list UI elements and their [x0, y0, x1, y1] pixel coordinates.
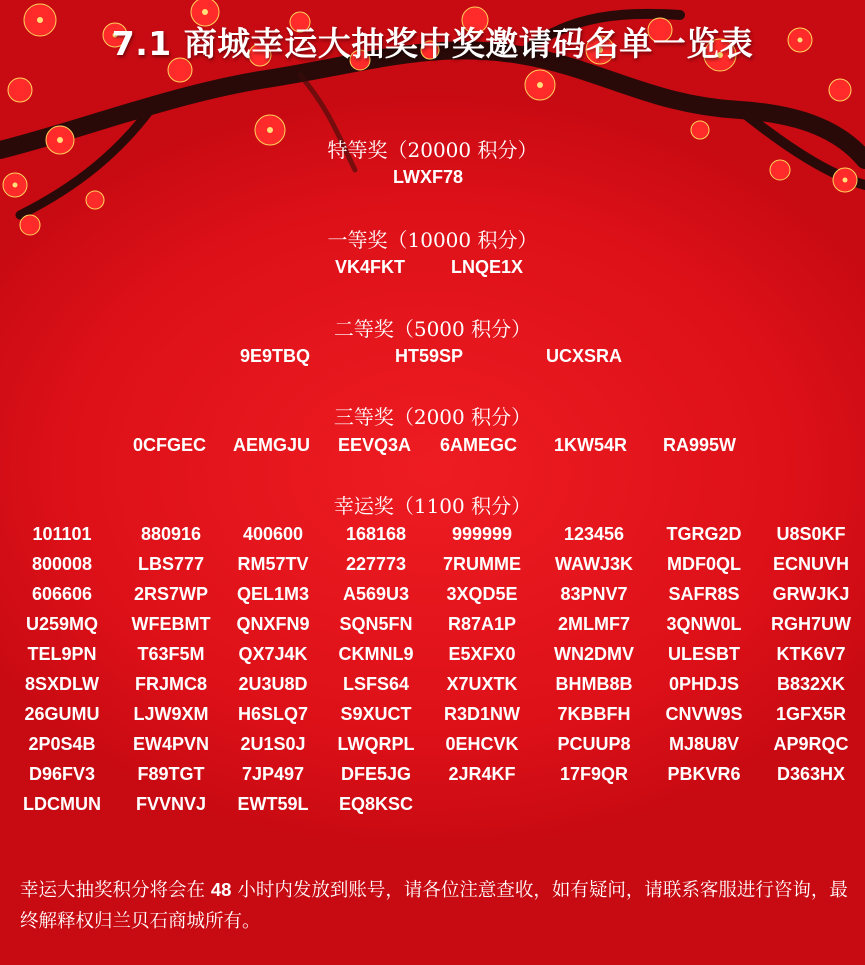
- lucky-prize-code: R3D1NW: [443, 704, 521, 724]
- lucky-prize-code: 227773: [345, 554, 407, 574]
- lucky-prize-code: 7KBBFH: [557, 704, 631, 724]
- lucky-prize-code: FVVNVJ: [135, 794, 207, 814]
- lucky-prize-code: D96FV3: [28, 764, 96, 784]
- notice-text: [20, 874, 855, 937]
- lucky-prize-code: 0EHCVK: [445, 734, 519, 754]
- lucky-prize-code: 2JR4KF: [448, 764, 516, 784]
- lucky-prize-code: E5XFX0: [448, 644, 516, 664]
- third-prize-code: 6AMEGC: [440, 435, 518, 455]
- lucky-prize-code: 999999: [451, 524, 513, 544]
- lucky-prize-code: WFEBMT: [131, 614, 211, 634]
- lucky-prize-code: PCUUP8: [557, 734, 631, 754]
- lucky-prize-code: H6SLQ7: [237, 704, 309, 724]
- lucky-prize-code: QNXFN9: [236, 614, 310, 634]
- lucky-prize-code: A569U3: [342, 584, 410, 604]
- lucky-prize-code: RGH7UW: [771, 614, 851, 634]
- lucky-prize-code: 880916: [140, 524, 202, 544]
- lucky-prize-code: 8SXDLW: [24, 674, 100, 694]
- lucky-prize-code: 101101: [32, 524, 92, 544]
- third-prize-code: AEMGJU: [233, 435, 311, 455]
- lucky-prize-code: WN2DMV: [554, 644, 634, 664]
- lucky-prize-code: LWQRPL: [337, 734, 415, 754]
- third-prize-code: RA995W: [663, 435, 737, 455]
- first-prize-code: LNQE1X: [451, 257, 524, 277]
- second-prize-heading: 二等奖（5000 积分）: [333, 317, 532, 341]
- lucky-prize-code: 3XQD5E: [446, 584, 518, 604]
- grand-prize-code: LWXF78: [393, 167, 464, 187]
- lucky-prize-code: B832XK: [776, 674, 846, 694]
- lucky-prize-code: 800008: [31, 554, 93, 574]
- lucky-prize-code: X7UXTK: [446, 674, 518, 694]
- lucky-prize-code: U259MQ: [25, 614, 99, 634]
- notice-part1: 幸运大抽奖积分将会在: [20, 880, 211, 901]
- lucky-prize-code: EWT59L: [237, 794, 309, 814]
- lucky-prize-code: EW4PVN: [132, 734, 210, 754]
- second-prize-code: HT59SP: [395, 346, 464, 366]
- lucky-prize-code: AP9RQC: [773, 734, 849, 754]
- lucky-prize-code: TGRG2D: [666, 524, 742, 544]
- page-title: 7.1 商城幸运大抽奖中奖邀请码名单一览表: [111, 24, 754, 63]
- lucky-prize-heading: 幸运奖（1100 积分）: [333, 494, 532, 518]
- lucky-prize-code: 7JP497: [241, 764, 305, 784]
- lucky-prize-code: TEL9PN: [27, 644, 97, 664]
- lucky-prize-code: 606606: [31, 584, 93, 604]
- second-prize-code: UCXSRA: [546, 346, 623, 366]
- lucky-prize-code: KTK6V7: [776, 644, 846, 664]
- lucky-prize-code: 123456: [563, 524, 625, 544]
- lucky-prize-code: 7RUMME: [442, 554, 522, 574]
- lucky-prize-code: LDCMUN: [23, 794, 101, 814]
- third-prize-code: 0CFGEC: [133, 435, 207, 455]
- notice-hours: 48: [210, 879, 232, 900]
- third-prize-code: 1KW54R: [554, 435, 628, 455]
- lucky-prize-code: 400600: [242, 524, 304, 544]
- lucky-prize-code: DFE5JG: [340, 764, 412, 784]
- lucky-prize-code: 1GFX5R: [775, 704, 847, 724]
- lucky-prize-code: T63F5M: [137, 644, 205, 664]
- lucky-prize-code: CKMNL9: [338, 644, 414, 664]
- lucky-prize-code: LJW9XM: [133, 704, 209, 724]
- lucky-prize-code: S9XUCT: [340, 704, 412, 724]
- lucky-prize-code: 2MLMF7: [558, 614, 630, 634]
- lucky-prize-code: 17F9QR: [559, 764, 629, 784]
- lucky-prize-code: 2RS7WP: [133, 584, 209, 604]
- lucky-prize-code: F89TGT: [137, 764, 205, 784]
- lucky-prize-code: 2U1S0J: [240, 734, 306, 754]
- lucky-prize-code: FRJMC8: [134, 674, 208, 694]
- lucky-prize-code: 26GUMU: [24, 704, 100, 724]
- lucky-prize-code: D363HX: [776, 764, 846, 784]
- lucky-prize-code: QX7J4K: [238, 644, 308, 664]
- lucky-prize-code: 2U3U8D: [238, 674, 308, 694]
- lucky-prize-code: 2P0S4B: [28, 734, 96, 754]
- grand-prize-heading: 特等奖（20000 积分）: [327, 138, 538, 162]
- first-prize-code: VK4FKT: [335, 257, 406, 277]
- first-prize-heading: 一等奖（10000 积分）: [327, 228, 538, 252]
- lucky-prize-code: 3QNW0L: [666, 614, 742, 634]
- lucky-prize-code: ULESBT: [668, 644, 740, 664]
- lucky-prize-code: U8S0KF: [776, 524, 846, 544]
- second-prize-code: 9E9TBQ: [240, 346, 311, 366]
- lucky-prize-code: LSFS64: [342, 674, 410, 694]
- lucky-prize-code: MJ8U8V: [668, 734, 740, 754]
- notice-part2: 小时内发放到账号，请各位注意查收，如有疑问，请联系客服进行咨询，最终解释权归兰贝石商城所有。: [20, 880, 848, 932]
- third-prize-code: EEVQ3A: [338, 435, 412, 455]
- lucky-prize-code: R87A1P: [447, 614, 517, 634]
- lucky-prize-code: 83PNV7: [560, 584, 628, 604]
- third-prize-heading: 三等奖（2000 积分）: [333, 405, 532, 429]
- lucky-prize-code: PBKVR6: [667, 764, 741, 784]
- lucky-prize-code: RM57TV: [237, 554, 309, 574]
- lucky-prize-code: 168168: [345, 524, 407, 544]
- lucky-prize-code: GRWJKJ: [772, 584, 850, 604]
- lucky-prize-code: MDF0QL: [667, 554, 741, 574]
- lucky-prize-code: WAWJ3K: [554, 554, 634, 574]
- lucky-prize-code: QEL1M3: [236, 584, 310, 604]
- lucky-prize-code: CNVW9S: [665, 704, 743, 724]
- lucky-prize-code: EQ8KSC: [338, 794, 414, 814]
- lucky-prize-code: 0PHDJS: [668, 674, 740, 694]
- lucky-prize-code: BHMB8B: [555, 674, 633, 694]
- lucky-prize-code: ECNUVH: [772, 554, 850, 574]
- lucky-prize-code: SAFR8S: [668, 584, 740, 604]
- lucky-prize-code: SQN5FN: [339, 614, 413, 634]
- lucky-prize-code: LBS777: [137, 554, 205, 574]
